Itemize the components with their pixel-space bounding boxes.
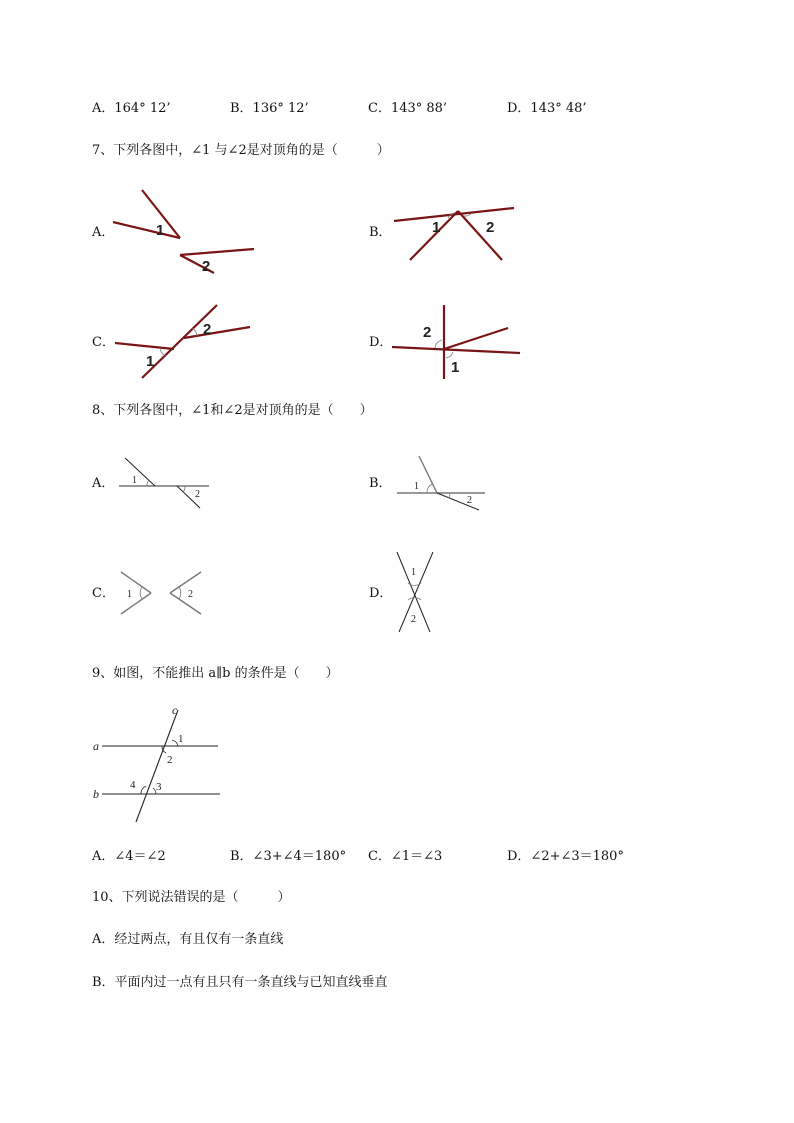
q8c-arc-2 [179, 587, 181, 599]
q7-figure-a [110, 185, 260, 280]
q7d-angle-2: 2 [423, 324, 432, 341]
q10-stem: 10、下列说法错误的是（ ） [92, 890, 291, 905]
q9-angle-2: 2 [167, 754, 173, 766]
q8-stem: 8、下列各图中，∠1和∠2是对顶角的是（ ） [92, 403, 373, 418]
q9-option-b[interactable]: B．∠3+∠4＝180° [230, 849, 347, 864]
q9-stem: 9、如图，不能推出 a∥b 的条件是（ ） [92, 666, 339, 681]
q7-figure-d [390, 300, 530, 385]
q8b-ray-2 [437, 493, 479, 510]
q9-label-a: a [93, 739, 99, 753]
q10-option-b[interactable]: B．平面内过一点有且只有一条直线与已知直线垂直 [92, 975, 388, 990]
q7d-arc-1 [435, 340, 442, 348]
q7-option-d-label[interactable]: D． [369, 335, 393, 350]
q8d-line-2 [399, 552, 433, 632]
q7c-angle-1: 1 [146, 353, 155, 370]
q8a-arc-1 [147, 480, 149, 486]
q8c-arc-1 [140, 587, 142, 599]
q8c-angle-2: 2 [188, 589, 193, 600]
q7b-angle-2: 2 [486, 219, 495, 236]
q7d-line-1 [392, 347, 520, 353]
q8-figure-c [115, 566, 215, 618]
q8c-angle-1: 1 [127, 589, 132, 600]
q6-option-b[interactable]: B．136° 12’ [230, 101, 309, 116]
q8-figure-a [115, 452, 215, 514]
q7a-angle-2: 2 [202, 258, 211, 275]
q8c-ray-1b [121, 593, 151, 614]
q8a-angle-2: 2 [195, 489, 200, 500]
q7b-angle-1: 1 [432, 219, 441, 236]
q9-angle-1: 1 [178, 733, 184, 745]
q8-option-b-label[interactable]: B． [369, 476, 392, 491]
q7c-ray-1 [115, 343, 174, 349]
q7-figure-c [110, 300, 260, 385]
q8c-ray-2b [170, 593, 201, 614]
q8b-angle-1: 1 [414, 481, 419, 492]
q8b-angle-2: 2 [467, 495, 472, 506]
q8-figure-b [393, 452, 493, 514]
q8a-arc-2 [183, 486, 185, 492]
q7-option-a-label[interactable]: A． [92, 225, 115, 240]
q7b-ray-2 [458, 211, 502, 260]
q9-angle-4: 4 [130, 779, 136, 791]
q9-option-a[interactable]: A．∠4＝∠2 [92, 849, 166, 864]
q8-option-d-label[interactable]: D． [369, 586, 393, 601]
q8c-ray-2a [170, 572, 201, 593]
q9-figure [88, 700, 228, 825]
q7d-arc-2 [446, 352, 453, 358]
q7d-ray [444, 328, 508, 349]
q7c-angle-2: 2 [203, 321, 212, 338]
q7-option-c-label[interactable]: C． [92, 335, 115, 350]
q7d-angle-1: 1 [451, 359, 460, 376]
q8a-angle-1: 1 [132, 475, 137, 486]
q9-line-c [136, 710, 178, 822]
q9-label-c: c [172, 703, 178, 717]
q8-option-c-label[interactable]: C． [92, 586, 115, 601]
q8-figure-d [393, 550, 438, 635]
q8c-ray-1a [121, 572, 151, 593]
q6-option-d[interactable]: D．143° 48’ [507, 101, 587, 116]
q9-option-d[interactable]: D．∠2+∠3＝180° [507, 849, 624, 864]
q7a-angle-1: 1 [156, 222, 165, 239]
q9-arc-4 [141, 786, 146, 794]
q8d-angle-2: 2 [411, 614, 416, 625]
q8-option-a-label[interactable]: A． [92, 476, 115, 491]
q10-option-a[interactable]: A．经过两点，有且仅有一条直线 [92, 932, 284, 947]
q7-option-b-label[interactable]: B． [369, 225, 392, 240]
q9-option-c[interactable]: C．∠1＝∠3 [368, 849, 443, 864]
q6-option-c[interactable]: C．143° 88’ [368, 101, 448, 116]
q7-figure-b [390, 200, 525, 265]
q9-angle-3: 3 [156, 781, 162, 793]
q8b-arc-1 [427, 484, 432, 493]
q8a-ray-1 [125, 458, 155, 486]
q8d-angle-1: 1 [411, 567, 416, 578]
q9-label-b: b [93, 787, 99, 801]
q8d-arc-2 [408, 598, 421, 600]
q7a-ray-3 [180, 249, 254, 255]
q6-option-a[interactable]: A．164° 12’ [92, 101, 171, 116]
q7-stem: 7、下列各图中，∠1 与∠2是对顶角的是（ ） [92, 143, 390, 158]
